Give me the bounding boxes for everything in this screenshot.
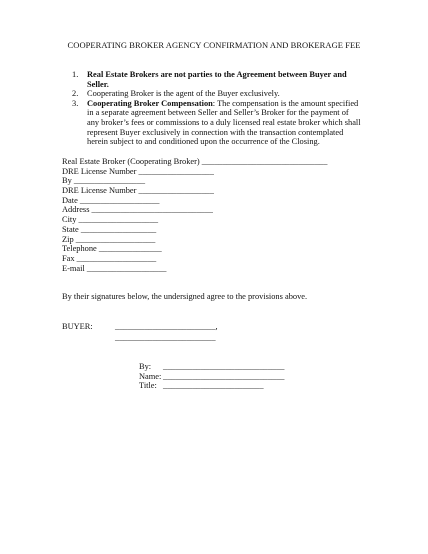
field-label: By bbox=[62, 176, 72, 186]
field-label: Date bbox=[62, 195, 78, 205]
agreement-text: By their signatures below, the undersigned agree to the provisions above. bbox=[62, 292, 308, 301]
field-email[interactable] bbox=[62, 264, 362, 274]
field-line[interactable]: ___________________ bbox=[73, 234, 156, 244]
signature-label: Name: bbox=[139, 371, 162, 381]
field-label: DRE License Number bbox=[62, 166, 137, 176]
list-item bbox=[72, 89, 362, 99]
field-line[interactable]: _____________________________ bbox=[89, 205, 213, 215]
list-item bbox=[72, 99, 362, 147]
field-line[interactable]: __________________ bbox=[136, 186, 214, 196]
item-bold-text: Real Estate Brokers are not parties to the Agreement between Buyer and Seller. bbox=[87, 70, 347, 89]
field-dre-license[interactable] bbox=[62, 167, 362, 177]
field-label: E-mail bbox=[62, 263, 85, 273]
field-line[interactable]: ___________________ bbox=[77, 195, 160, 205]
field-label: Address bbox=[62, 205, 90, 215]
field-line[interactable]: ___________________ bbox=[84, 263, 167, 273]
field-state[interactable] bbox=[62, 225, 362, 235]
field-line[interactable]: _________________ bbox=[71, 176, 146, 186]
signature-label: Title: bbox=[139, 381, 157, 391]
item-text bbox=[87, 99, 362, 147]
item-number: 3. bbox=[72, 98, 79, 108]
buyer-name-line-2[interactable]: ________________________ bbox=[115, 333, 216, 342]
field-label: City bbox=[62, 215, 77, 225]
signature-title-row[interactable] bbox=[139, 381, 284, 391]
field-broker[interactable] bbox=[62, 157, 362, 167]
field-fax[interactable] bbox=[62, 254, 362, 264]
signature-block bbox=[139, 362, 284, 391]
field-date[interactable] bbox=[62, 196, 362, 206]
broker-fields bbox=[62, 157, 362, 273]
buyer-label: BUYER: bbox=[62, 322, 93, 331]
field-city[interactable] bbox=[62, 215, 362, 225]
item-bold-text: Cooperating Broker Compensation bbox=[87, 98, 213, 108]
signature-label: By: bbox=[139, 362, 152, 371]
field-label: Telephone bbox=[62, 244, 97, 254]
field-address[interactable] bbox=[62, 205, 362, 215]
item-number: 1. bbox=[72, 70, 79, 79]
field-label: DRE License Number bbox=[62, 186, 137, 196]
field-line[interactable]: _______________ bbox=[96, 244, 162, 254]
field-label: Real Estate Broker (Cooperating Broker) bbox=[62, 157, 200, 166]
buyer-name-line[interactable]: ________________________, bbox=[115, 322, 218, 331]
item-plain-text: : The compensation is the amount specified in a separate agreement between Seller and Seller’s Broker for the payment of any broker’s fees or commissions to a duly licensed real estate broker which shall represent Buyer exclusively in connection with the transaction contemplated herein subject to and conditioned upon the occurrence of the Closing. bbox=[87, 98, 361, 147]
field-line[interactable]: ___________________ bbox=[76, 215, 159, 225]
signature-line[interactable]: _____________________________ bbox=[163, 362, 285, 371]
signature-name-row[interactable] bbox=[139, 372, 284, 382]
signature-by-row[interactable] bbox=[139, 362, 284, 372]
field-by[interactable] bbox=[62, 176, 362, 186]
list-item bbox=[72, 70, 362, 89]
field-label: Zip bbox=[62, 234, 74, 244]
item-plain-text: Cooperating Broker is the agent of the Buyer exclusively. bbox=[87, 89, 280, 99]
field-label: State bbox=[62, 224, 79, 234]
field-telephone[interactable] bbox=[62, 244, 362, 254]
field-line[interactable]: ___________________ bbox=[74, 253, 157, 263]
field-label: Fax bbox=[62, 253, 75, 263]
terms-list bbox=[72, 70, 362, 147]
item-text bbox=[87, 89, 362, 99]
field-line[interactable]: __________________ bbox=[136, 166, 214, 176]
field-zip[interactable] bbox=[62, 235, 362, 245]
field-dre-license-2[interactable] bbox=[62, 186, 362, 196]
item-number: 2. bbox=[72, 89, 79, 99]
signature-line[interactable]: _____________________________ bbox=[163, 371, 285, 381]
document-title: COOPERATING BROKER AGENCY CONFIRMATION AND BROKERAGE FEE bbox=[67, 40, 361, 50]
field-line[interactable]: ______________________________ bbox=[199, 157, 328, 166]
field-line[interactable]: __________________ bbox=[78, 224, 157, 234]
item-text bbox=[87, 70, 362, 89]
signature-line[interactable]: ________________________ bbox=[163, 381, 264, 391]
